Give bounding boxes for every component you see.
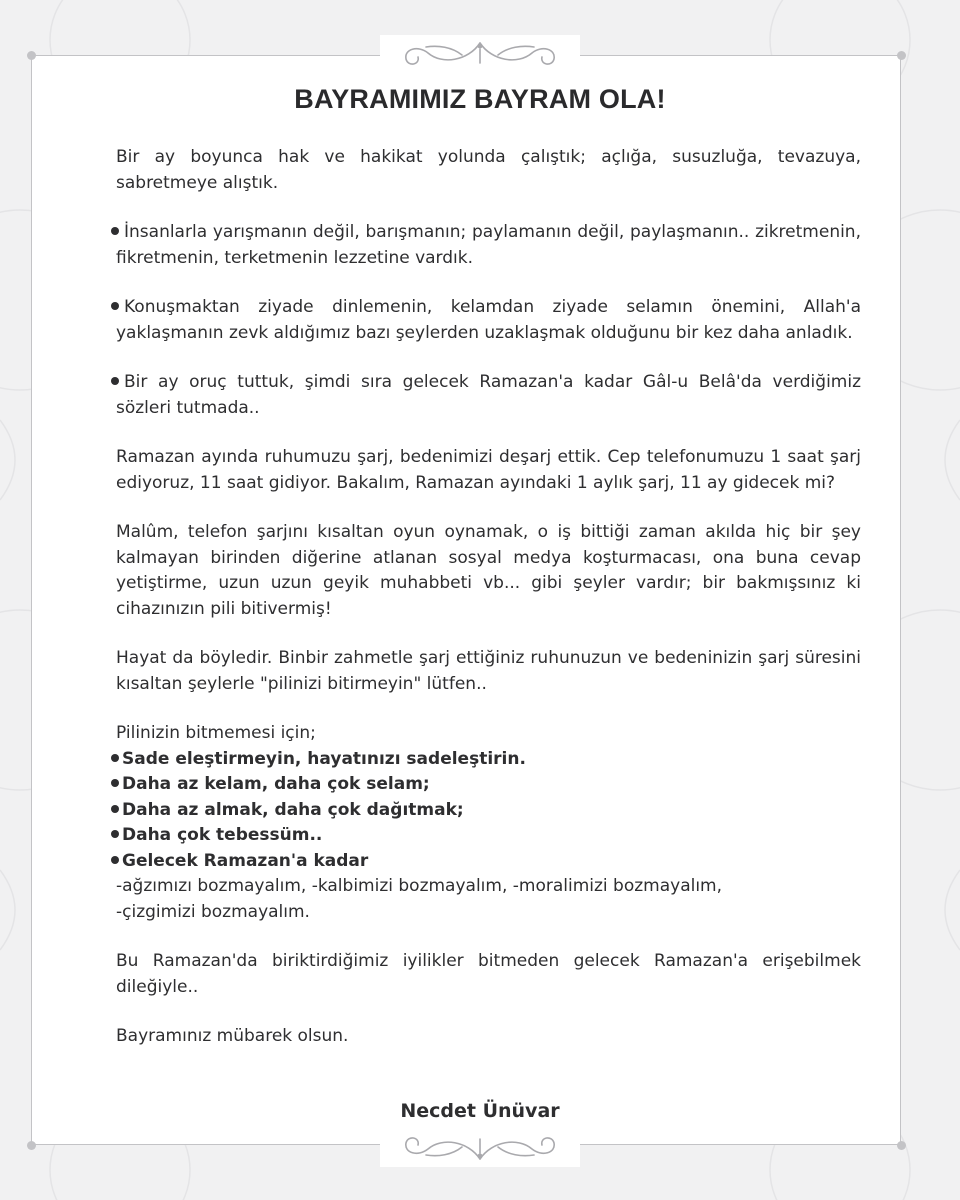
bullet-icon xyxy=(111,856,119,864)
bottom-ornament xyxy=(380,1127,580,1167)
bullet-icon xyxy=(111,377,119,385)
paragraph-ramazan-charge: Ramazan ayında ruhumuzu şarj, bedenimizi deşarj ettik. Cep telefonumuzu 1 saat şarj ediyoruz, 11 saat gidiyor. Bakalım, Ramazan ayındaki 1 aylık şarj, 11 ay gidecek mi? xyxy=(116,447,861,493)
paragraph-text: İnsanlarla yarışmanın değil, barışmanın; paylamanın değil, paylaşmanın.. zikretmenin, fikretmenin, terketmenin lezzetine vardık. xyxy=(116,222,861,268)
paragraph-text: Bir ay oruç tuttuk, şimdi sıra gelecek Ramazan'a kadar Gâl-u Belâ'da verdiğimiz sözleri tutmada.. xyxy=(116,372,861,418)
corner-dot-top-right xyxy=(897,51,906,60)
list-item xyxy=(111,823,861,849)
paragraph-phone-battery: Malûm, telefon şarjını kısaltan oyun oynamak, o iş bittiği zaman akılda hiç bir şey kalmayan birinden diğerine atlanan sosyal medya koşturmacası, ona buna cevap yetiştirme, uzun uzun geyik muhabbeti vb... gibi şeyler vardır; bir bakmışsınız ki cihazınızın pili bitivermiş! xyxy=(116,522,861,619)
paragraph-bullet-1 xyxy=(116,220,861,271)
advice-list xyxy=(116,721,861,925)
paragraph-text: Konuşmaktan ziyade dinlemenin, kelamdan ziyade selamın önemini, Allah'a yaklaşmanın zevk aldığımız bazı şeylerden uzaklaşmak olduğunu bir kez daha anladık. xyxy=(116,297,861,343)
bullet-icon xyxy=(111,805,119,813)
list-sub-line: -çizgimizi bozmayalım. xyxy=(116,901,310,922)
list-sub-line: -ağzımızı bozmayalım, -kalbimizi bozmayalım, -moralimizi bozmayalım, xyxy=(116,876,723,896)
page-title: BAYRAMIMIZ BAYRAM OLA! xyxy=(294,84,666,114)
letter-body xyxy=(116,145,861,1074)
list-item-text: Daha az almak, daha çok dağıtmak; xyxy=(122,799,464,820)
top-ornament xyxy=(380,35,580,75)
bullet-icon xyxy=(111,754,119,762)
corner-dot-bottom-left xyxy=(27,1141,36,1150)
paragraph-life: Hayat da böyledir. Binbir zahmetle şarj ettiğiniz ruhunuzun ve bedeninizin şarj süresini kısaltan şeylerle "pilinizi bitirmeyin" lütfen.. xyxy=(116,648,861,694)
signature: Necdet Ünüvar xyxy=(400,1100,560,1122)
paragraph-bullet-2 xyxy=(116,295,861,346)
list-item-text: Gelecek Ramazan'a kadar xyxy=(122,850,369,871)
bullet-icon xyxy=(111,830,119,838)
corner-dot-bottom-right xyxy=(897,1141,906,1150)
list-intro: Pilinizin bitmemesi için; xyxy=(116,723,316,743)
bullet-icon xyxy=(111,779,119,787)
paragraph-intro: Bir ay boyunca hak ve hakikat yolunda çalıştık; açlığa, susuzluğa, tevazuya, sabretmeye alıştık. xyxy=(116,147,861,193)
list-item-text: Daha az kelam, daha çok selam; xyxy=(122,774,430,794)
list-item xyxy=(111,849,861,875)
list-item xyxy=(111,772,861,798)
paragraph-closing: Bu Ramazan'da biriktirdiğimiz iyilikler bitmeden gelecek Ramazan'a erişebilmek dileğiyle.. xyxy=(116,951,861,997)
bullet-icon xyxy=(111,227,119,235)
corner-dot-top-left xyxy=(27,51,36,60)
greeting: Bayramınız mübarek olsun. xyxy=(116,1026,349,1046)
list-item xyxy=(111,747,861,773)
paragraph-bullet-3 xyxy=(116,370,861,421)
list-item xyxy=(111,798,861,824)
list-item-text: Sade eleştirmeyin, hayatınızı sadeleştirin. xyxy=(122,748,526,769)
list-item-text: Daha çok tebessüm.. xyxy=(122,825,323,845)
bullet-icon xyxy=(111,302,119,310)
